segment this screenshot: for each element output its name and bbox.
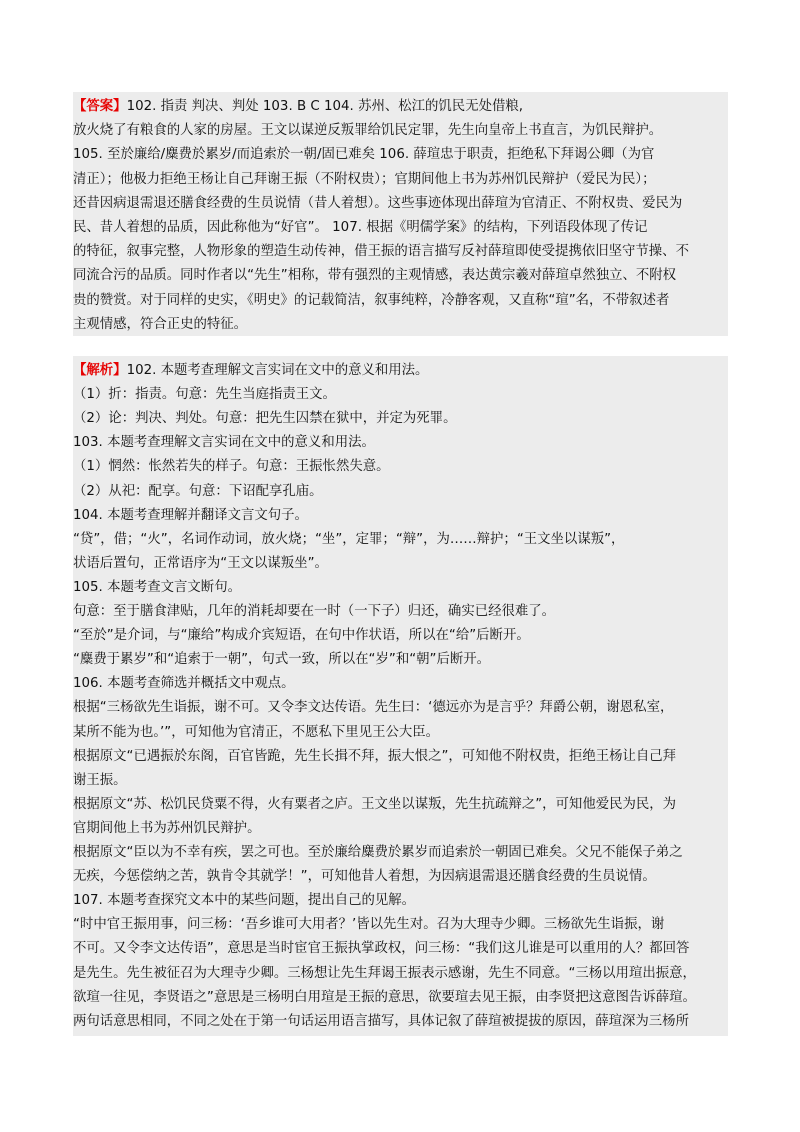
answer-line — [73, 171, 655, 189]
answer-text: 放火烧了有粮食的人家的房屋。王文以谋逆反叛罪给饥民定罪，先生向皇帝上书直言，为饥民辩护。 — [73, 123, 663, 139]
analysis-line — [73, 989, 696, 1007]
answer-line — [73, 219, 647, 237]
answer-text: 同流合污的品质。同时作者以“先生”相称，带有强烈的主观情感，表达黄宗羲对薛瑄卓然独立、不附权 — [73, 268, 677, 284]
analysis-line — [73, 844, 683, 862]
analysis-text: 不可。又令李文达传语”，意思是当时宦官王振执掌政权，问三杨：“我们这儿谁是可以重用的人？都回答 — [73, 941, 690, 957]
analysis-text: 句意：至于膳食津贴，几年的消耗却要在一时（一下子）归还，确实已经很难了。 — [73, 604, 556, 619]
analysis-line — [73, 362, 428, 380]
analysis-text: 官期间他上书为苏州饥民辩护。 — [73, 820, 261, 836]
analysis-text: （2）论：判决、判处。句意：把先生囚禁在狱中，并定为死罪。 — [73, 411, 457, 427]
analysis-text: “贷”，借；“火”，名词作动词，放火烧；“坐”，定罪；“辩”，为……辩护；“王文坐以谋叛”， — [73, 531, 625, 547]
analysis-text: “时中官王振用事，问三杨：‘吾乡谁可大用者？’皆以先生对。召为大理寺少卿。三杨欲先生诣振，谢 — [73, 917, 665, 933]
answer-text: 贵的赞赏。对于同样的史实，《明史》的记载简洁，叙事纯粹，冷静客观，又直称“瑄”名，不带叙述者 — [73, 292, 670, 308]
analysis-line — [73, 940, 689, 958]
analysis-text: 两句话意思相同，不同之处在于第一句话运用语言描写，具体记叙了薛瑄被提拔的原因，薛瑄深为三杨所 — [73, 1013, 689, 1029]
analysis-line — [73, 916, 664, 934]
analysis-text: 102. 本题考查理解文言实词在文中的意义和用法。 — [126, 363, 429, 378]
answer-line — [73, 98, 523, 116]
analysis-section — [73, 356, 728, 1036]
analysis-text: 105. 本题考查文言文断句。 — [73, 579, 241, 595]
analysis-line — [73, 892, 415, 910]
answer-text: 105. 至於廉给/麋费於累岁/而追索於一朝/固已难矣 106. 薛瑄忠于职责，拒绝私下拜谒公卿（为官 — [73, 147, 655, 163]
analysis-line — [73, 820, 260, 838]
analysis-label: 【解析】 — [73, 363, 127, 378]
analysis-line — [73, 675, 295, 693]
analysis-line — [73, 748, 676, 766]
analysis-text: （2）从祀：配享。句意：下诏配享孔庙。 — [73, 483, 323, 499]
analysis-line — [73, 724, 439, 742]
answer-text: 清正）；他极力拒绝王杨让自己拜谢王振（不附权贵）；官期间他上书为苏州饥民辩护（爱民为民）； — [73, 171, 656, 187]
answer-text: 还昔因病退需退还膳食经费的生员说情（昔人着想）。这些事迹体现出薛瑄为官清正、不附权贵、爱民为 — [73, 195, 683, 211]
answer-line — [73, 316, 247, 334]
analysis-text: 根据原文“已遇振於东阁，百官皆跪，先生长揖不拜，振大恨之”，可知他不附权贵，拒绝王杨让自己拜 — [73, 748, 677, 764]
analysis-line — [73, 1013, 689, 1031]
answer-text: 102. 指责 判决、判处 103. B C 104. 苏州、松江的饥民无处借粮, — [126, 99, 524, 114]
analysis-line — [73, 627, 530, 645]
analysis-text: 某所不能为也。’”，可知他为官清正，不愿私下里见王公大臣。 — [73, 724, 440, 740]
analysis-text: 欲瑄一往见，李贤语之”意思是三杨明白用瑄是王振的意思，欲要瑄去见王振，由李贤把这意图告诉薛瑄。 — [73, 989, 696, 1005]
analysis-text: （1）折：指责。句意：先生当庭指责王文。 — [73, 387, 336, 403]
analysis-line — [73, 699, 673, 717]
analysis-line — [73, 579, 241, 597]
analysis-text: 104. 本题考查理解并翻译文言文句子。 — [73, 507, 308, 523]
analysis-line — [73, 531, 624, 549]
analysis-line — [73, 555, 328, 573]
analysis-text: “至於”是介词，与“廉给”构成介宾短语，在句中作状语，所以在“给”后断开。 — [73, 628, 530, 644]
analysis-line — [73, 772, 127, 790]
analysis-text: 根据原文“苏、松饥民贷粟不得，火有粟者之庐。王文坐以谋叛，先生抗疏辩之”，可知他爱民为民，为 — [73, 796, 677, 812]
analysis-line — [73, 507, 308, 525]
answer-line — [73, 146, 654, 164]
answer-label: 【答案】 — [73, 99, 127, 114]
answer-line — [73, 243, 689, 261]
analysis-text: 谢王振。 — [73, 772, 127, 788]
analysis-line — [73, 458, 390, 476]
analysis-text: “麋费于累岁”和“追索于一朝”，句式一致，所以在“岁”和“朝”后断开。 — [73, 652, 491, 668]
analysis-text: 103. 本题考查理解文言实词在文中的意义和用法。 — [73, 435, 375, 451]
analysis-text: 无疾，今惩偿纳之苦，孰肯令其就学！”，可知他昔人着想，为因病退需退还膳食经费的生员说情。 — [73, 869, 656, 885]
analysis-line — [73, 483, 323, 501]
analysis-line — [73, 386, 336, 404]
analysis-line — [73, 434, 375, 452]
answer-line — [73, 292, 669, 310]
analysis-text: （1）惘然：怅然若失的样子。句意：王振怅然失意。 — [73, 459, 390, 475]
analysis-text: 根据原文“臣以为不幸有疾，罢之可也。至於廉给麋费於累岁而追索於一朝固已难矣。父兄不能保子弟之 — [73, 845, 683, 860]
analysis-text: 是先生。先生被征召为大理寺少卿。三杨想让先生拜谒王振表示感谢，先生不同意。“三杨以用瑄出振意， — [73, 965, 696, 981]
analysis-text: 根据“三杨欲先生诣振，谢不可。又令李文达传语。先生曰：‘德远亦为是言乎？拜爵公朝，谢恩私室， — [73, 700, 674, 716]
analysis-line — [73, 603, 555, 621]
analysis-text: 状语后置句，正常语序为“王文以谋叛坐”。 — [73, 555, 328, 571]
analysis-text: 107. 本题考查探究文本中的某些问题，提出自己的见解。 — [73, 893, 416, 909]
analysis-line — [73, 410, 456, 428]
answer-line — [73, 267, 676, 285]
answer-line — [73, 195, 682, 213]
answer-text: 主观情感，符合正史的特征。 — [73, 316, 248, 332]
answer-line — [73, 122, 662, 140]
answer-section — [73, 92, 728, 336]
analysis-line — [73, 965, 696, 983]
analysis-line — [73, 868, 656, 886]
analysis-text: 106. 本题考查筛选并概括文中观点。 — [73, 676, 295, 692]
analysis-line — [73, 796, 676, 814]
answer-text: 民、昔人着想的品质，因此称他为“好官”。 107. 根据《明儒学案》的结构，下列语段体现了传记 — [73, 220, 648, 235]
analysis-line — [73, 651, 490, 669]
answer-text: 的特征，叙事完整，人物形象的塑造生动传神，借王振的语言描写反衬薛瑄即使受提携依旧坚守节操、不 — [73, 244, 689, 260]
